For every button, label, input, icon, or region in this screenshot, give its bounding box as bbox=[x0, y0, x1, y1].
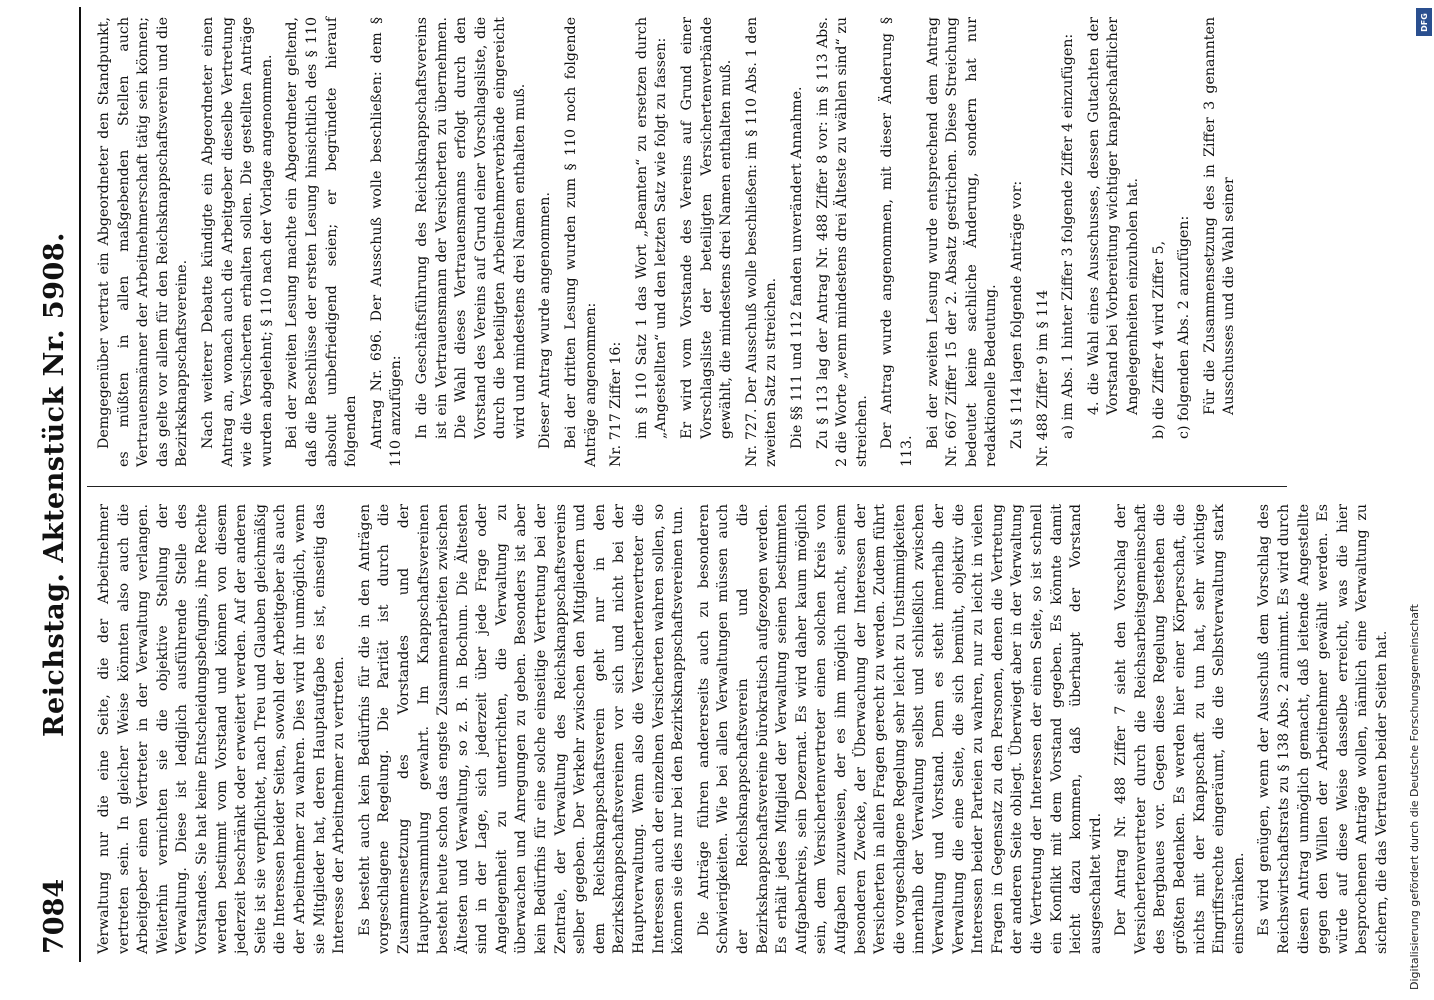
quoted-amendment: In die Geschäftsführung des Reichsknappschaftsvereins ist ein Vertrauensmann der Versicherten zu übernehmen. Die Wahl dieses Vertrauensmanns erfolgt durch den Vorstand des Vereins auf Grund einer Vorschlagsliste, die durch die beteiligten Arbeitnehmerverbände eingereicht wird und mindestens drei Namen enthalten muß. bbox=[413, 17, 528, 439]
paragraph: Die Anträge führen andererseits auch zu besonderen Schwierigkeiten. Wie bei allen Verwaltungen müssen auch der Reichsknappschaftsverein und die Bezirksknappschaftsvereine bürokratisch aufgezogen werden. Es erhält jedes Mitglied der Verwaltung seinen bestimmten Aufgabenkreis, sein Dezernat. Es wird daher kaum möglich sein, dem Versichertenvertreter einen solchen Kreis von Aufgaben zuzuweisen, der es ihm möglich macht, seinem besonderen Zwecke, der Überwachung der Interessen der Versicherten in allen Fragen gerecht zu werden. Zudem führt die vorgeschlagene Regelung sehr leicht zu Unstimmigkeiten innerhalb der Verwaltung selbst und schließlich zwischen Verwaltung und Vorstand. Denn es steht innerhalb der Verwaltung die eine Seite, die sich bemüht, objektiv die Interessen beider Parteien zu wahren, nur zu leicht in vielen Fragen in Gegensatz zu den Personen, denen die Vertretung der anderen Seite obliegt. Überwiegt aber in der Verwaltung die Vertretung der Interessen der einen Seite, so ist schnell ein Konflikt mit dem Vorstand gegeben. Es könnte damit leicht dazu kommen, daß überhaupt der Vorstand ausgeschaltet wird. bbox=[695, 504, 1104, 954]
paragraph: Zu § 113 lag der Antrag Nr. 488 Ziffer 8 vor: im § 113 Abs. 2 die Worte „wenn mindestens drei Älteste zu wählen sind“ zu streichen. bbox=[814, 17, 870, 467]
paragraph: Nr. 717 Ziffer 16: bbox=[608, 341, 625, 467]
paragraph: Nach weiterer Debatte kündigte ein Abgeordneter einen Antrag an, wonach auch die Arbeitgeber dieselbe Vertretung wie die Versicherten erhalten sollen. Die gestellten Anträge wurden abgelehnt; § 110 nach der Vorlage angenommen. bbox=[199, 17, 275, 467]
amendment-item: c) folgenden Abs. 2 anzufügen: bbox=[1176, 215, 1193, 439]
paragraph: Es wird genügen, wenn der Ausschuß dem Vorschlag des Reichswirtschaftsrats zu § 138 Abs. 2 annimmt. Es wird durch diesen Antrag unmöglich gemacht, daß leitende Angestellte gegen den Willen der Arbeitnehmer gewählt werden. Es würde auf diese Weise dasselbe erreicht, was die hier besprochenen Anträge wollen, nämlich eine Verwaltung zu sichern, die das Vertrauen beider Seiten hat. bbox=[1256, 504, 1390, 954]
paragraph: Dieser Antrag wurde angenommen. bbox=[537, 192, 554, 449]
amendment-item: a) im Abs. 1 hinter Ziffer 3 folgende Ziffer 4 einzufügen: bbox=[1060, 33, 1077, 439]
paragraph: Nr. 727. Der Ausschuß wolle beschließen: im § 110 Abs. 1 den zweiten Satz zu streichen. bbox=[743, 17, 780, 467]
column-divider bbox=[87, 486, 1287, 487]
quoted-amendment: Er wird vom Vorstande des Vereins auf Grund einer Vorschlagsliste der beteiligten Versichertenverbände gewählt, die mindestens drei Namen enthalten muß. bbox=[679, 17, 735, 439]
paragraph: Nr. 488 Ziffer 9 im § 114 bbox=[1034, 289, 1051, 467]
dfg-logo: DFG bbox=[1416, 8, 1432, 36]
paragraph: Zu § 114 lagen folgende Anträge vor: bbox=[1008, 180, 1025, 449]
paragraph: Bei der zweiten Lesung machte ein Abgeordneter geltend, daß die Beschlüsse der ersten Lesung hinsichtlich des § 110 absolut unbefriedigend seien; er begründete hierauf folgenden bbox=[284, 17, 360, 467]
paragraph: Der Antrag Nr. 488 Ziffer 7 sieht den Vorschlag der Versichertenvertreter durch die Reichsarbeitsgemeinschaft des Bergbaues vor. Gegen diese Regelung bestehen die größten Bedenken. Es werden hier einer Körperschaft, die nichts mit der Knappschaft zu tun hat, sehr wichtige Eingriffsrechte eingeräumt, die die Selbstverwaltung stark einschränken. bbox=[1113, 504, 1247, 954]
paragraph: Der Antrag wurde angenommen, mit dieser Änderung § 113. bbox=[879, 17, 915, 467]
amendment-item: 4. die Wahl eines Ausschusses, dessen Gutachten der Vorstand bei Vorbereitung wichtiger knappschaftlicher Angelegenheiten einzuholen hat. bbox=[1085, 17, 1141, 415]
page-number: 7084 bbox=[39, 878, 70, 954]
paragraph: Bei der zweiten Lesung wurde entsprechend dem Antrag Nr. 667 Ziffer 15 der 2. Absatz gestrichen. Diese Streichung bedeutet keine sachliche Änderung, sondern hat nur redaktionelle Bedeutung. bbox=[924, 17, 1000, 467]
paragraph: Es besteht auch kein Bedürfnis für die in den Anträgen vorgeschlagene Regelung. Die Parität ist durch die Zusammensetzung des Vorstandes und der Hauptversammlung gewahrt. Im Knappschaftsvereinen besteht heute schon das engste Zusammenarbeiten zwischen Ältesten und Verwaltung, so z. B. in Bochum. Die Ältesten sind in der Lage, sich jederzeit über jede Frage oder Angelegenheit zu unterrichten, die Verwaltung zu überwachen und Anregungen zu geben. Besonders ist aber kein Bedürfnis für eine solche einseitige Vertretung bei der Zentrale, der Verwaltung des Reichsknappschaftsvereins selber gegeben. Der Verkehr zwischen den Mitgliedern und dem Reichsknappschaftsverein geht nur in den Bezirksknappschaftsvereinen vor sich und nicht bei der Hauptverwaltung. Wenn also die Versichertenvertreter die Interessen auch der einzelnen Versicherten wahren sollen, so können sie dies nur bei den Bezirksknappschaftsvereinen tun. bbox=[356, 504, 687, 954]
running-title: Reichstag. Aktenstück Nr. 5908. bbox=[39, 232, 70, 737]
paragraph: Demgegenüber vertrat ein Abgeordneter den Standpunkt, es müßten in allen maßgebenden Stellen auch Vertrauensmänner der Arbeitnehmerschaft tätig sein können; das gelte vor allem für den Reichsknappschaftsverein und die Bezirksknappschaftsvereine. bbox=[96, 17, 191, 467]
amendment-item: im § 110 Satz 1 das Wort „Beamten“ zu ersetzen durch „Angestellten“ und den letzten Satz wie folgt zu fassen: bbox=[633, 17, 670, 439]
amendment-item: Für die Zusammensetzung des in Ziffer 3 genannten Ausschusses und die Wahl seiner bbox=[1201, 17, 1238, 415]
rotated-document-page bbox=[35, 7, 1390, 962]
page-header bbox=[35, 7, 83, 962]
paragraph: Antrag Nr. 696. Der Ausschuß wolle beschließen: dem § 110 anzufügen: bbox=[368, 17, 405, 467]
left-column bbox=[95, 504, 1399, 954]
amendment-item: b) die Ziffer 4 wird Ziffer 5, bbox=[1150, 240, 1167, 439]
paragraph: Bei der dritten Lesung wurden zum § 110 noch folgende Anträge angenommen: bbox=[563, 17, 599, 467]
right-column bbox=[95, 17, 1246, 467]
header-rule bbox=[79, 7, 81, 962]
paragraph: Verwaltung nur die eine Seite, die der Arbeitnehmer vertreten sein. In gleicher Weise könnten also auch die Arbeitgeber einen Vertreter in der Verwaltung verlangen. Weiterhin vernichten sie die objektive Stellung der Verwaltung. Diese ist lediglich ausführende Stelle des Vorstandes. Sie hat keine Entscheidungsbefugnis, ihre Rechte werden bestimmt vom Vorstand und können von diesem jederzeit beschränkt oder erweitert werden. Auf der anderen Seite ist sie verpflichtet, nach Treu und Glauben gleichmäßig die Interessen beider Seiten, sowohl der Arbeitgeber als auch der Arbeitnehmer zu wahren. Dies wird ihr unmöglich, wenn sie Mitglieder hat, deren Hauptaufgabe es ist, einseitig das Interesse der Arbeitnehmer zu vertreten. bbox=[96, 504, 348, 954]
paragraph: Die §§ 111 und 112 fanden unverändert Annahme. bbox=[789, 86, 805, 449]
digitization-note: Digitalisierung gefördert durch die Deutsche Forschungsgemeinschaft bbox=[1408, 604, 1421, 990]
